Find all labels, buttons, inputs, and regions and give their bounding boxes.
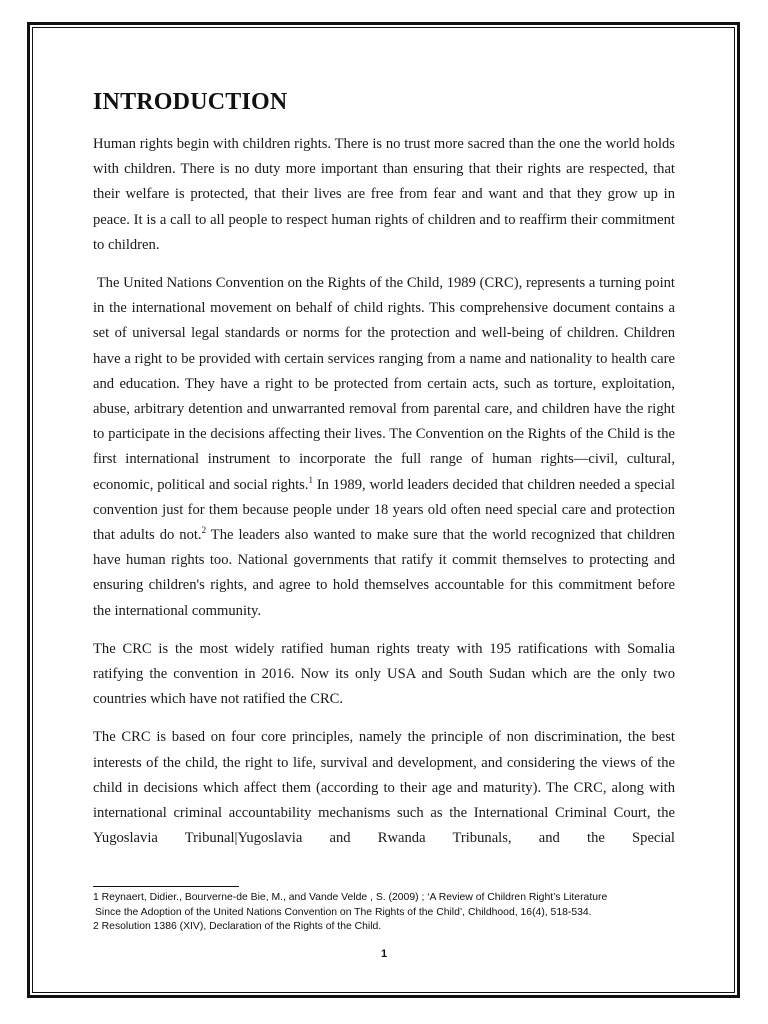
paragraph-4: The CRC is based on four core principles, namely the principle of non discrimination, the best interests of the child, the right to life, survival and development, and considering the views of the child in decisions which affect them (according to their age and maturity). The CRC, along with international criminal accountability mechanisms such as the International Criminal Court, the Yugoslavia Tribunal|Yugoslavia and Rwanda Tribunals, and the Special: [93, 729, 675, 847]
footnote-2: 2 Resolution 1386 (XIV), Declaration of the Rights of the Child.: [93, 921, 382, 932]
footnote-separator: [93, 886, 239, 887]
paragraph-2-part-a: The United Nations Convention on the Rights of the Child, 1989 (CRC), represents a turning point in the international movement on behalf of child rights. This comprehensive document contains a set of universal legal standards or norms for the protection and well-being of children. Children have a right to be provided with certain services ranging from a name and nationality to health care and education. They have a right to be protected from certain acts, such as torture, exploitation, abuse, arbitrary detention and unwarranted removal from parental care, and children have the right to participate in the decisions affecting their lives. The Convention on the Rights of the Child is the first international instrument to incorporate the full range of human rights—civil, cultural, economic, political and social rights.: [93, 275, 675, 493]
footnote-ref-1[interactable]: 1: [308, 474, 313, 485]
paragraph-2-part-c: The leaders also wanted to make sure that the world recognized that children have human rights too. National governments that ratify it commit themselves to protecting and ensuring children's rights, and agree to hold themselves accountable for this commitment before the international community.: [93, 527, 675, 619]
document-body: [93, 86, 675, 864]
footnote-ref-2[interactable]: 2: [201, 525, 207, 536]
paragraph-2-part-b: In 1989, world leaders decided that children needed a special convention just for them because people under 18 years old often need special care and protection that adults do not.: [93, 476, 675, 544]
footnote-1-line-1: 1 Reynaert, Didier., Bourverne-de Bie, M., and Vande Velde , S. (2009) ; ‘A Review of Children Right’s Literature: [93, 892, 608, 903]
page-number: 1: [380, 948, 388, 960]
page-title: INTRODUCTION: [93, 89, 288, 115]
paragraph-2: [93, 271, 675, 624]
paragraph-1: Human rights begin with children rights. There is no trust more sacred than the one the world holds with children. There is no duty more important than ensuring that their rights are respected, that their welfare is protected, that their lives are free from fear and want and that they grow up in peace. It is a call to all people to respect human rights of children and to reaffirm their commitment to children.: [93, 136, 675, 253]
footnotes: [93, 891, 693, 935]
footnote-1-line-2: Since the Adoption of the United Nations Convention on The Rights of the Child’, Childhood, 16(4), 518-534.: [95, 906, 592, 918]
paragraph-3: The CRC is the most widely ratified human rights treaty with 195 ratifications with Somalia ratifying the convention in 2016. Now its only USA and South Sudan which are the only two countries which have not ratified the CRC.: [93, 640, 675, 708]
